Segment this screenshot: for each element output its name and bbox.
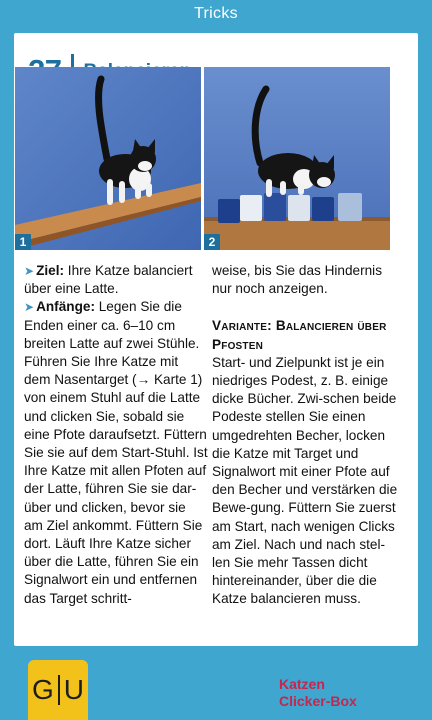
goal-paragraph <box>24 262 208 298</box>
logo-divider <box>58 675 60 705</box>
gu-logo <box>28 660 88 720</box>
beginnings-paragraph <box>24 298 208 607</box>
logo-letter-u: U <box>63 674 84 705</box>
product-brand <box>279 676 357 710</box>
photo-number-badge: 1 <box>15 234 31 250</box>
goal-label: Ziel: <box>36 263 65 278</box>
text-column-left <box>24 262 208 608</box>
continuation-text: weise, bis Sie das Hindernis nur noch anzeigen. <box>212 263 383 297</box>
brand-line-2: Clicker-Box <box>279 693 357 709</box>
arrow-right-icon: ➤ <box>24 300 35 315</box>
text-column-right <box>212 262 400 609</box>
arrow-right-icon: ➤ <box>24 264 35 278</box>
photo-cat-on-plank <box>15 67 201 250</box>
logo-letter-g: G <box>31 674 54 705</box>
photo-number-badge: 2 <box>204 234 220 250</box>
beginnings-label: Anfänge: <box>36 299 95 315</box>
photo-cat-on-cups <box>204 67 390 250</box>
beginnings-text: Legen Sie die Enden einer ca. 6–10 cm breiten Latte auf zwei Stühle. Führen Sie Ihre Katze mit dem Nasentarget (→ Karte 1) von einem Stuhl auf die Latte und clicken Sie, sobald sie eine Pfote daraufsetzt. Füttern Sie sie auf dem Start-Stuhl. Ist Ihre Katze mit allen Pfoten auf der Latte, führen Sie sie dar-über und clicken, bevor sie am Ziel ankommt. Füttern Sie dort. Läuft Ihre Katze sicher über die Latte, führen Sie ein Signalwort ein und entfernen das Target schritt- <box>24 299 208 606</box>
goal-text: Ihre Katze balanciert über eine Latte. <box>24 263 193 297</box>
brand-line-1: Katzen <box>279 676 325 692</box>
section-header: Tricks <box>194 5 238 22</box>
variant-heading: Variante: Balancieren über Pfosten <box>212 318 387 352</box>
variant-text: Start- und Zielpunkt ist je ein niedriges Podest, z. B. einige dicke Bücher. Zwi-schen beide Podeste stellen Sie einen umgedrehten Becher, locken die Katze mit Target und Signalwort mit einer Pfote auf den Becher und verstärken die Bewe-gung. Füttern Sie zuerst am Start, nach wenigen Clicks am Ziel. Nach und nach stel-len Sie mehr Tassen dicht hintereinander, über die die Katze balancieren muss. <box>212 354 398 607</box>
